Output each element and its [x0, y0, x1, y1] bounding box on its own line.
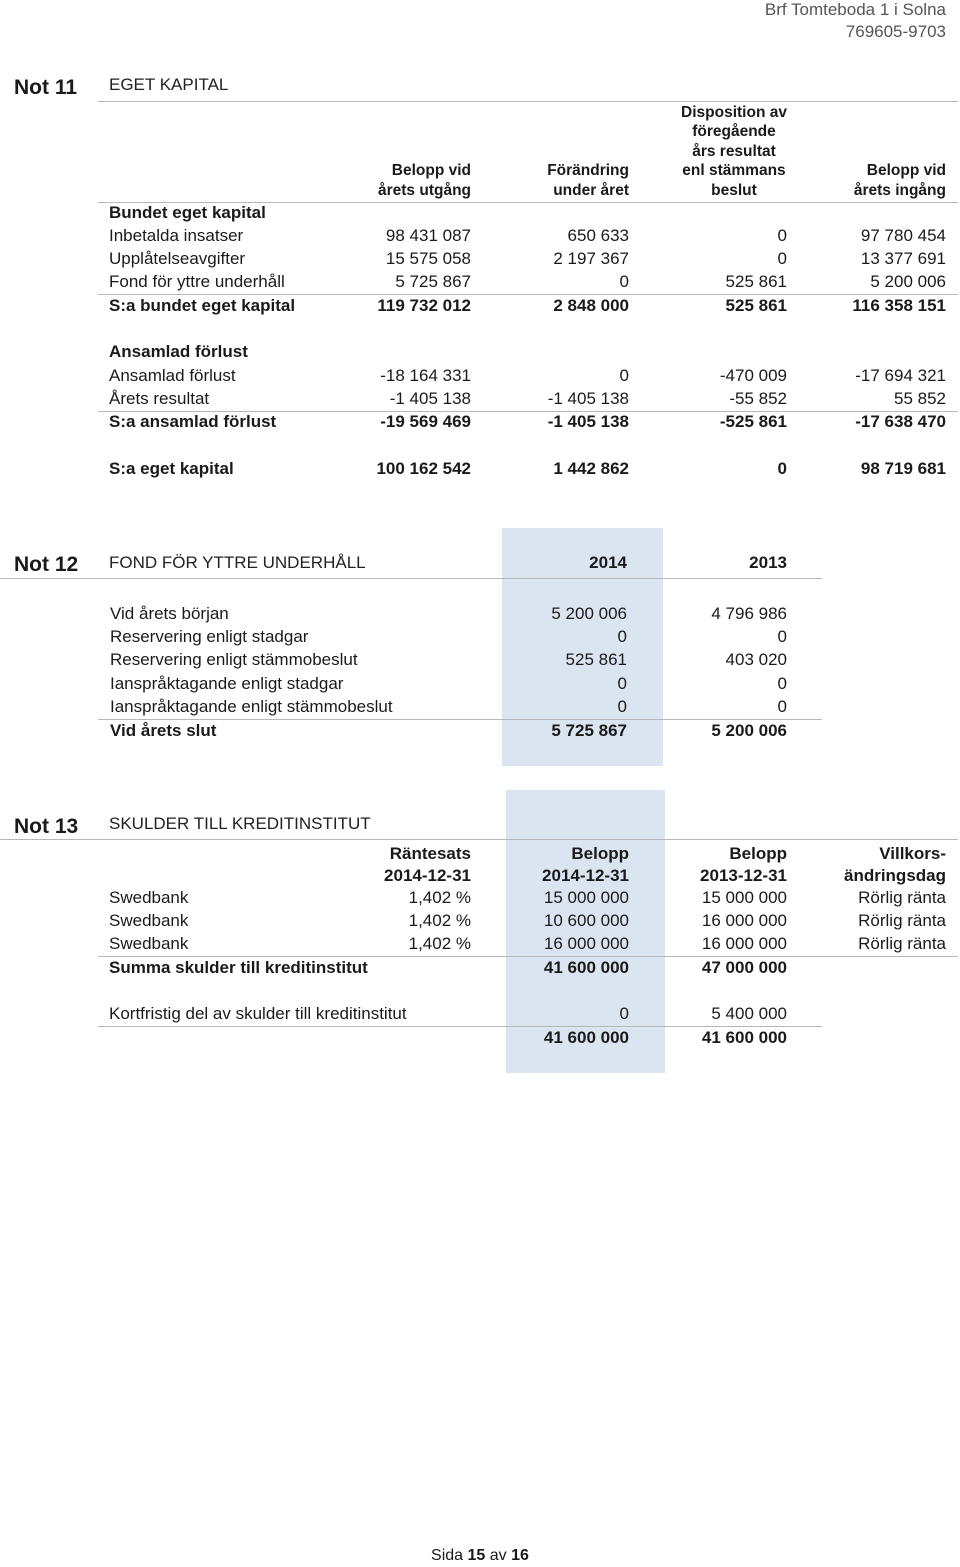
- row-label: Ianspråktagande enligt stämmobeslut: [110, 697, 393, 716]
- cell: 41 600 000: [701, 1028, 787, 1047]
- cell: 13 377 691: [860, 249, 946, 268]
- cell: Rörlig ränta: [858, 888, 946, 907]
- section-heading: Bundet eget kapital: [109, 203, 266, 222]
- cell: 0: [619, 366, 629, 385]
- row-label: Summa skulder till kreditinstitut: [109, 958, 368, 977]
- cell: -1 405 138: [547, 412, 629, 431]
- cell: -17 694 321: [855, 366, 946, 385]
- cell: 15 575 058: [385, 249, 471, 268]
- cell: 0: [617, 674, 627, 693]
- note-title: SKULDER TILL KREDITINSTITUT: [109, 814, 371, 833]
- cell: 2 197 367: [553, 249, 629, 268]
- divider: [98, 1026, 822, 1027]
- cell: 525 861: [725, 272, 787, 291]
- cell: -55 852: [729, 389, 787, 408]
- note-label: Not 13: [14, 815, 79, 838]
- page-total: 16: [511, 1547, 529, 1564]
- cell: 16 000 000: [701, 911, 787, 930]
- cell: -470 009: [719, 366, 787, 385]
- row-label: S:a eget kapital: [109, 459, 234, 478]
- row-label: Fond för yttre underhåll: [109, 272, 285, 291]
- column-header: Belopp vid årets utgång: [377, 162, 471, 199]
- column-header: Disposition av föregående års resultat enl stämmans beslut: [681, 103, 787, 199]
- cell: 0: [619, 1004, 629, 1023]
- cell: 10 600 000: [543, 911, 629, 930]
- cell: 0: [777, 226, 787, 245]
- row-label: Vid årets slut: [110, 721, 217, 740]
- cell: 403 020: [725, 650, 787, 669]
- column-header: 2014: [589, 553, 627, 572]
- section-heading: Ansamlad förlust: [109, 342, 248, 361]
- cell: 15 000 000: [701, 888, 787, 907]
- cell: 5 200 006: [551, 604, 627, 623]
- row-label: Swedbank: [109, 888, 189, 907]
- org-number: 769605-9703: [845, 22, 946, 41]
- row-label: Ansamlad förlust: [109, 366, 236, 385]
- cell: 16 000 000: [543, 934, 629, 953]
- page-number: [0, 1547, 960, 1565]
- note-label: Not 12: [14, 553, 79, 576]
- note-label: Not 11: [14, 76, 78, 99]
- column-header: 2013: [749, 553, 787, 572]
- row-label: Swedbank: [109, 934, 189, 953]
- cell: 15 000 000: [543, 888, 629, 907]
- cell: 0: [777, 249, 787, 268]
- cell: -17 638 470: [855, 412, 946, 431]
- divider: [0, 839, 958, 840]
- cell: 119 732 012: [377, 296, 471, 315]
- row-label: Årets resultat: [109, 389, 210, 408]
- cell: 1,402 %: [408, 934, 471, 953]
- company-name: Brf Tomteboda 1 i Solna: [764, 0, 946, 19]
- cell: -525 861: [719, 412, 787, 431]
- cell: -19 569 469: [380, 412, 471, 431]
- row-label: Reservering enligt stadgar: [110, 627, 309, 646]
- cell: 5 725 867: [551, 721, 627, 740]
- cell: 98 719 681: [860, 459, 946, 478]
- cell: 47 000 000: [701, 958, 787, 977]
- divider: [98, 294, 958, 295]
- cell: 0: [617, 627, 627, 646]
- cell: 5 725 867: [395, 272, 471, 291]
- column-header: Belopp 2014-12-31: [542, 844, 629, 885]
- cell: 1 442 862: [553, 459, 629, 478]
- cell: Rörlig ränta: [858, 934, 946, 953]
- cell: -18 164 331: [380, 366, 471, 385]
- row-label: Swedbank: [109, 911, 189, 930]
- row-label: S:a ansamlad förlust: [109, 412, 277, 431]
- cell: 0: [777, 674, 787, 693]
- row-label: Reservering enligt stämmobeslut: [110, 650, 358, 669]
- divider: [98, 101, 958, 102]
- cell: 16 000 000: [701, 934, 787, 953]
- cell: 4 796 986: [711, 604, 787, 623]
- cell: 41 600 000: [543, 1028, 629, 1047]
- column-header: Förändring under året: [547, 162, 629, 199]
- cell: 5 400 000: [711, 1004, 787, 1023]
- cell: 0: [777, 627, 787, 646]
- page-current: 15: [467, 1547, 486, 1564]
- cell: 525 861: [565, 650, 627, 669]
- row-label: Kortfristig del av skulder till kreditinstitut: [109, 1004, 407, 1023]
- column-header: Belopp vid årets ingång: [853, 162, 946, 199]
- cell: 1,402 %: [408, 911, 471, 930]
- cell: 1,402 %: [408, 888, 471, 907]
- cell: 0: [617, 697, 627, 716]
- note-title: FOND FÖR YTTRE UNDERHÅLL: [109, 553, 366, 572]
- cell: 41 600 000: [543, 958, 629, 977]
- cell: 525 861: [725, 296, 787, 315]
- divider: [98, 719, 822, 720]
- cell: 97 780 454: [860, 226, 946, 245]
- row-label: Ianspråktagande enligt stadgar: [110, 674, 344, 693]
- cell: 0: [777, 459, 787, 478]
- cell: 0: [619, 272, 629, 291]
- cell: 2 848 000: [553, 296, 629, 315]
- cell: Rörlig ränta: [858, 911, 946, 930]
- column-header: Räntesats 2014-12-31: [384, 844, 471, 885]
- row-label: Upplåtelseavgifter: [109, 249, 246, 268]
- cell: 650 633: [567, 226, 629, 245]
- cell: -1 405 138: [547, 389, 629, 408]
- column-header: Belopp 2013-12-31: [700, 844, 787, 885]
- cell: 116 358 151: [852, 296, 946, 315]
- cell: 55 852: [894, 389, 946, 408]
- row-label: Inbetalda insatser: [109, 226, 244, 245]
- cell: 5 200 006: [711, 721, 787, 740]
- cell: 0: [777, 697, 787, 716]
- row-label: S:a bundet eget kapital: [109, 296, 296, 315]
- cell: 100 162 542: [376, 459, 471, 478]
- cell: -1 405 138: [389, 389, 471, 408]
- cell: 5 200 006: [870, 272, 946, 291]
- divider: [98, 956, 958, 957]
- page-word: Sida: [431, 1547, 464, 1564]
- note-title: EGET KAPITAL: [109, 75, 229, 94]
- row-label: Vid årets början: [110, 604, 229, 623]
- cell: 98 431 087: [385, 226, 471, 245]
- divider: [0, 578, 822, 579]
- column-header: Villkors- ändringsdag: [843, 844, 946, 885]
- page-of: av: [489, 1547, 507, 1564]
